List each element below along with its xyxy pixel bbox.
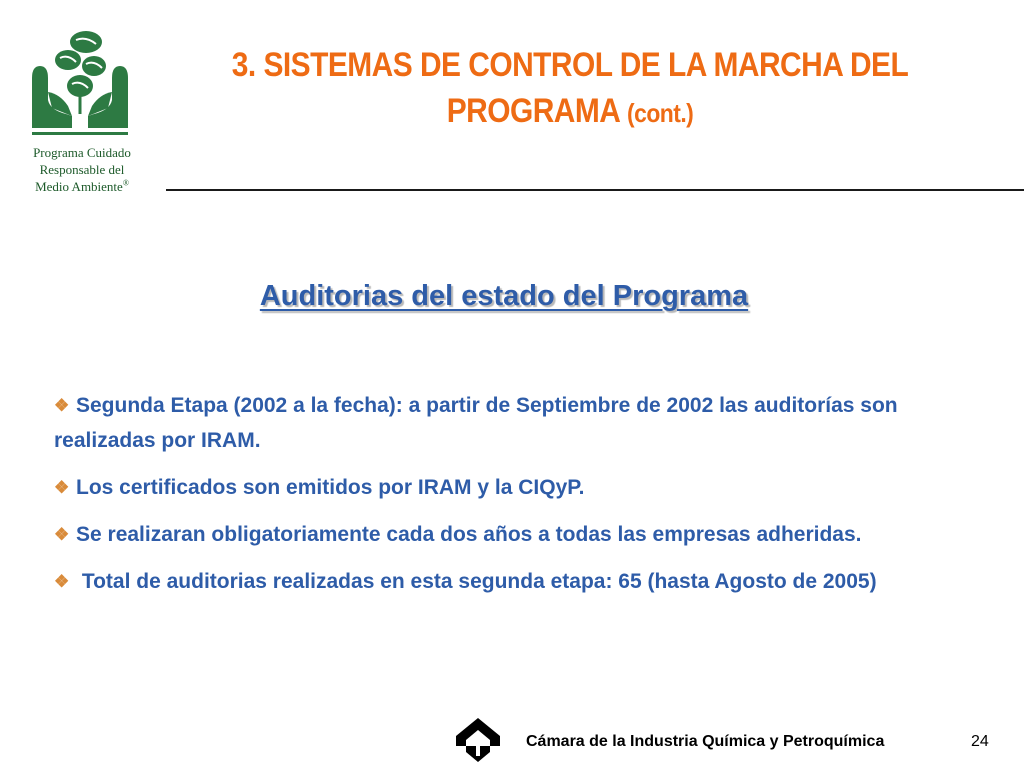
title-line-2-text: PROGRAMA: [446, 92, 620, 130]
list-item: [54, 564, 944, 599]
list-item: [54, 470, 944, 505]
registered-mark: ®: [122, 178, 129, 188]
logo-caption-line-1: Programa Cuidado: [33, 145, 131, 160]
bullet-text: Segunda Etapa (2002 a la fecha): a partir de Septiembre de 2002 las auditorías son realizadas por IRAM.: [54, 394, 898, 452]
diamond-bullet-icon: ❖: [54, 396, 70, 415]
logo-caption-line-2: Responsable del: [39, 162, 125, 177]
logo-caption: [12, 144, 152, 195]
page-title: [218, 42, 922, 136]
footer-organization: Cámara de la Industria Química y Petroquímica: [526, 733, 885, 750]
page-number: 24: [971, 733, 989, 750]
header-divider: [166, 189, 1024, 191]
hands-leaves-icon: [28, 30, 132, 138]
diamond-bullet-icon: ❖: [54, 572, 70, 591]
list-item: [54, 388, 944, 458]
bullet-text: Los certificados son emitidos por IRAM y la CIQyP.: [76, 476, 585, 499]
logo-caption-line-3-text: Medio Ambiente: [35, 179, 123, 194]
title-line-2: [218, 88, 922, 136]
diamond-bullet-icon: ❖: [54, 478, 70, 497]
bullet-list: [54, 388, 944, 614]
logo-caption-line-3: [12, 178, 152, 195]
bullet-text: Se realizaran obligatoriamente cada dos años a todas las empresas adheridas.: [76, 523, 862, 546]
list-item: [54, 517, 944, 552]
title-line-1: 3. SISTEMAS DE CONTROL DE LA MARCHA DEL: [231, 46, 909, 84]
title-suffix: (cont.): [627, 98, 694, 128]
bullet-text: Total de auditorias realizadas en esta segunda etapa: 65 (hasta Agosto de 2005): [76, 570, 877, 593]
ciqyp-logo-icon: [452, 716, 504, 766]
diamond-bullet-icon: ❖: [54, 525, 70, 544]
section-heading: Auditorias del estado del Programa: [259, 280, 749, 312]
